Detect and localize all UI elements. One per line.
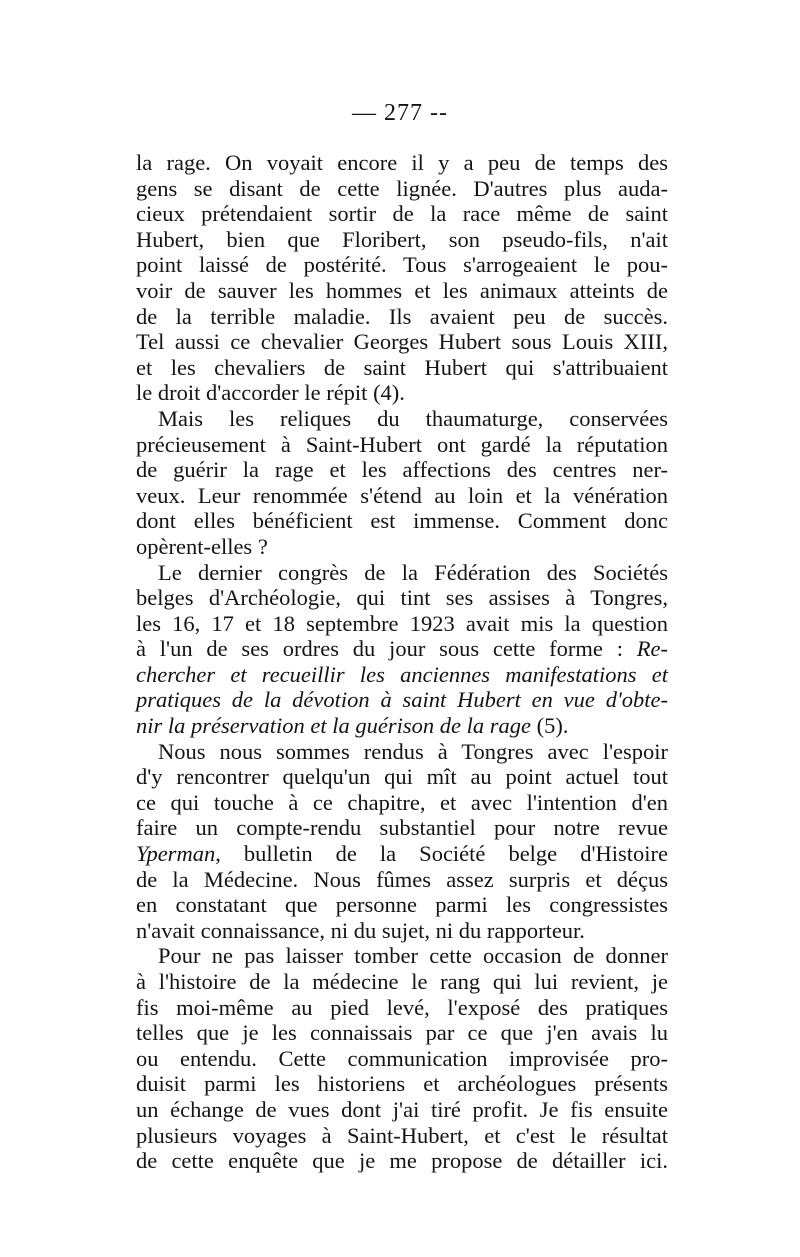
- text-line: de guérir la rage et les affections des centres ner-: [136, 457, 668, 483]
- body-text: [136, 150, 668, 1174]
- text-line: à l'histoire de la médecine le rang qui lui revient, je: [136, 969, 668, 994]
- text-line: ou entendu. Cette communication improvisée pro-: [136, 1045, 668, 1071]
- text-line: duisit parmi les historiens et archéologues présents: [136, 1071, 668, 1097]
- text-run: à l'un de ses ordres du jour sous cette forme :: [136, 636, 623, 662]
- text-line: et les chevaliers de saint Hubert qui s'attribuaient: [136, 354, 668, 380]
- paragraph: [136, 560, 668, 739]
- italic-run: chercher et recueillir les anciennes manifestations et: [136, 661, 668, 687]
- text-line: de cette enquête que je me propose de détailler ici.: [136, 1148, 668, 1174]
- italic-run: pratiques de la dévotion à saint Hubert en vue d'obte-: [136, 687, 668, 713]
- text-line: Le dernier congrès de la Fédération des Sociétés: [158, 559, 668, 585]
- text-line: [136, 841, 668, 867]
- italic-run: Re-: [636, 636, 669, 662]
- paragraph: [136, 406, 668, 560]
- text-line: de la terrible maladie. Ils avaient peu de succès.: [136, 303, 668, 329]
- text-line: [136, 636, 668, 662]
- text-line: Tel aussi ce chevalier Georges Hubert sous Louis XIII,: [136, 329, 668, 355]
- text-line: ce qui touche à ce chapitre, et avec l'intention d'en: [136, 789, 668, 815]
- text-line: faire un compte-rendu substantiel pour notre revue: [136, 815, 668, 841]
- text-line: telles que je les connaissais par ce que j'en avais lu: [136, 1020, 668, 1046]
- text-line: les 16, 17 et 18 septembre 1923 avait mis la question: [136, 610, 668, 636]
- text-line: un échange de vues dont j'ai tiré profit. Je fis ensuite: [136, 1096, 668, 1122]
- text-line: précieusement à Saint-Hubert ont gardé la réputation: [136, 431, 668, 457]
- text-line: la rage. On voyait encore il y a peu de temps des: [136, 150, 668, 175]
- text-line: opèrent-elles ?: [136, 533, 268, 559]
- text-line: en constatant que personne parmi les congressistes: [136, 892, 668, 918]
- page-number: — 277 --: [352, 100, 448, 126]
- text-line: Pour ne pas laisser tomber cette occasion de donner: [158, 943, 668, 969]
- text-line: veux. Leur renommée s'étend au loin et la vénération: [136, 482, 668, 508]
- text-line: dont elles bénéficient est immense. Comment donc: [136, 508, 668, 534]
- text-run: , bulletin de la Société belge d'Histoire: [215, 841, 668, 867]
- text-line: belges d'Archéologie, qui tint ses assises à Tongres,: [136, 585, 668, 611]
- text-line: fis moi-même au pied levé, l'exposé des pratiques: [136, 994, 668, 1020]
- italic-run: nir la préservation et la guérison de la rage: [136, 713, 531, 739]
- text-line: cieux prétendaient sortir de la race même de saint: [136, 201, 668, 227]
- text-line: plusieurs voyages à Saint-Hubert, et c'est le résultat: [136, 1122, 668, 1148]
- text-line: Hubert, bien que Floribert, son pseudo-fils, n'ait: [136, 226, 668, 252]
- text-line: n'avait connaissance, ni du sujet, ni du rapporteur.: [136, 917, 585, 943]
- text-line: voir de sauver les hommes et les animaux atteints de: [136, 277, 668, 303]
- text-line: Mais les reliques du thaumaturge, conservées: [158, 405, 668, 431]
- text-line: le droit d'accorder le répit (4).: [136, 380, 405, 406]
- text-line: [136, 687, 668, 713]
- footnote-ref: (5).: [536, 713, 569, 739]
- text-line: de la Médecine. Nous fûmes assez surpris et déçus: [136, 866, 668, 892]
- text-line: point laissé de postérité. Tous s'arrogeaient le pou-: [136, 252, 668, 278]
- text-line: Nous nous sommes rendus à Tongres avec l'espoir: [158, 738, 668, 764]
- paragraph: [136, 739, 668, 944]
- text-line: [136, 713, 668, 739]
- text-line: d'y rencontrer quelqu'un qui mît au point actuel tout: [136, 764, 668, 790]
- text-line: gens se disant de cette lignée. D'autres plus auda-: [136, 175, 668, 201]
- text-line: [136, 662, 668, 688]
- paragraph: [136, 943, 668, 1173]
- paragraph: [136, 150, 668, 406]
- italic-run: Yperman: [136, 841, 216, 867]
